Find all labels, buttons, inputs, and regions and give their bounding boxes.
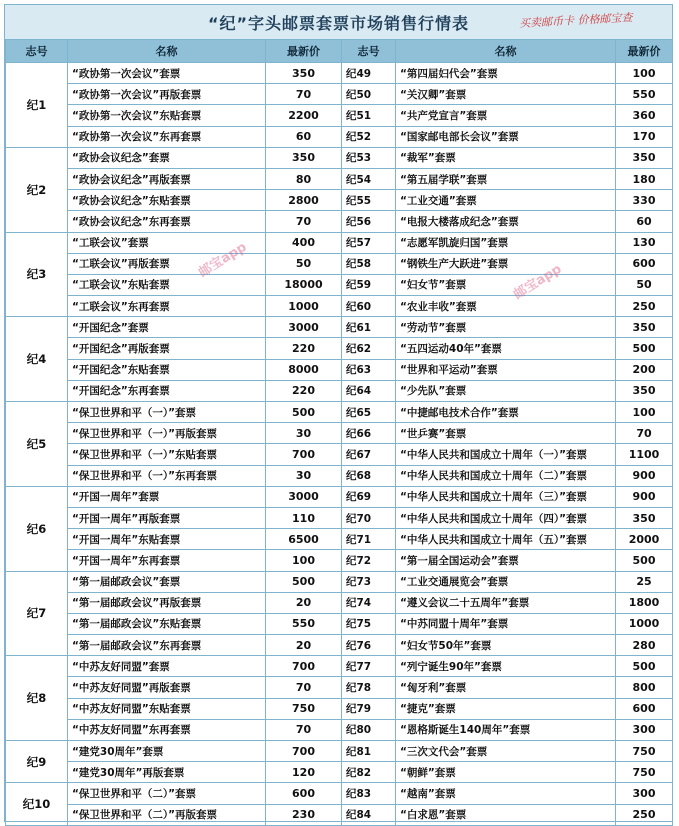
price-cell: 120 (266, 762, 342, 783)
group-label: 纪10 (6, 783, 68, 825)
price-cell-right: 500 (616, 656, 673, 677)
price-cell-right: 170 (616, 126, 673, 147)
price-cell: 500 (266, 402, 342, 423)
table-row (6, 317, 673, 338)
stamp-name: “开国一周年”东再套票 (68, 550, 266, 571)
stamp-name: “保卫世界和平（二）”再版套票 (68, 804, 266, 825)
price-cell: 400 (266, 232, 342, 253)
issue-number: 纪82 (342, 762, 396, 783)
price-cell: 700 (266, 444, 342, 465)
stamp-name: “建党30周年”再版套票 (68, 762, 266, 783)
handwritten-stamp: 买卖邮币卡 价格邮宝查 (518, 11, 633, 30)
price-cell: 100 (266, 550, 342, 571)
price-cell: 8000 (266, 359, 342, 380)
price-table (5, 39, 673, 826)
stamp-name: “开国纪念”套票 (68, 317, 266, 338)
price-cell-right: 500 (616, 550, 673, 571)
stamp-name-right: “第四届妇代会”套票 (396, 63, 616, 84)
header-group: 志号 (6, 40, 68, 63)
issue-number: 纪60 (342, 296, 396, 317)
table-row (6, 232, 673, 253)
stamp-name-right: “中华人民共和国成立十周年（一）”套票 (396, 444, 616, 465)
issue-number: 纪58 (342, 253, 396, 274)
group-label: 纪9 (6, 741, 68, 783)
stamp-name-right: “中苏同盟十周年”套票 (396, 613, 616, 634)
table-row (6, 63, 673, 84)
stamp-name: “保卫世界和平（二）”套票 (68, 783, 266, 804)
stamp-name-right: “农业丰收”套票 (396, 296, 616, 317)
issue-number: 纪66 (342, 423, 396, 444)
price-cell-right: 100 (616, 402, 673, 423)
table-row (6, 741, 673, 762)
issue-number: 纪77 (342, 656, 396, 677)
issue-number: 纪76 (342, 635, 396, 656)
price-cell: 550 (266, 613, 342, 634)
price-cell-right: 500 (616, 338, 673, 359)
issue-number: 纪84 (342, 804, 396, 825)
price-cell-right: 600 (616, 253, 673, 274)
stamp-name-right: “妇女节”套票 (396, 274, 616, 295)
price-cell: 220 (266, 338, 342, 359)
issue-number: 纪70 (342, 507, 396, 528)
header-name: 名称 (68, 40, 266, 63)
issue-number: 纪56 (342, 211, 396, 232)
stamp-name-right: “列宁诞生90年”套票 (396, 656, 616, 677)
issue-number: 纪80 (342, 719, 396, 740)
stamp-name-right: “中华人民共和国成立十周年（二）”套票 (396, 465, 616, 486)
stamp-name: “第一届邮政会议”东再套票 (68, 635, 266, 656)
stamp-name: “开国纪念”东再套票 (68, 380, 266, 401)
table-row (6, 465, 673, 486)
table-header-row (6, 40, 673, 63)
table-row (6, 613, 673, 634)
price-cell: 20 (266, 635, 342, 656)
stamp-name: “工联会议”东贴套票 (68, 274, 266, 295)
stamp-name-right: “捷克”套票 (396, 698, 616, 719)
issue-number: 纪54 (342, 168, 396, 189)
issue-number: 纪63 (342, 359, 396, 380)
price-cell: 70 (266, 719, 342, 740)
stamp-name-right: “三次文代会”套票 (396, 741, 616, 762)
group-label: 纪7 (6, 571, 68, 656)
price-cell-right: 200 (616, 359, 673, 380)
stamp-name-right: “五四运动40年”套票 (396, 338, 616, 359)
price-cell: 110 (266, 507, 342, 528)
table-row (6, 168, 673, 189)
price-cell-right: 360 (616, 105, 673, 126)
stamp-name: “开国一周年”再版套票 (68, 507, 266, 528)
header-name-right: 名称 (396, 40, 616, 63)
price-cell-right: 350 (616, 147, 673, 168)
table-row (6, 253, 673, 274)
stamp-name: “建党30周年”套票 (68, 741, 266, 762)
stamp-name: “第一届邮政会议”再版套票 (68, 592, 266, 613)
stamp-name-right: “遵义会议二十五周年”套票 (396, 592, 616, 613)
header-price: 最新价 (266, 40, 342, 63)
stamp-name-right: “世界和平运动”套票 (396, 359, 616, 380)
price-cell: 1000 (266, 296, 342, 317)
price-cell: 2200 (266, 105, 342, 126)
stamp-name: “开国一周年”套票 (68, 486, 266, 507)
issue-number: 纪52 (342, 126, 396, 147)
price-cell: 70 (266, 677, 342, 698)
stamp-name-right: “越南”套票 (396, 783, 616, 804)
group-label: 纪6 (6, 486, 68, 571)
stamp-name: “第一届邮政会议”套票 (68, 571, 266, 592)
stamp-name-right: “中捷邮电技术合作”套票 (396, 402, 616, 423)
stamp-name: “政协会议纪念”东贴套票 (68, 190, 266, 211)
stamp-name-right: “匈牙利”套票 (396, 677, 616, 698)
stamp-name-right: “中华人民共和国成立十周年（五）”套票 (396, 529, 616, 550)
table-row (6, 762, 673, 783)
stamp-name-right: “钢铁生产大跃进”套票 (396, 253, 616, 274)
stamp-name-right: “中华人民共和国成立十周年（三）”套票 (396, 486, 616, 507)
table-row (6, 444, 673, 465)
stamp-name-right: “世乒赛”套票 (396, 423, 616, 444)
stamp-name: “保卫世界和平（一）”东再套票 (68, 465, 266, 486)
group-label: 纪2 (6, 147, 68, 232)
stamp-name-right: “电报大楼落成纪念”套票 (396, 211, 616, 232)
price-cell-right: 250 (616, 296, 673, 317)
stamp-name-right: “关汉卿”套票 (396, 84, 616, 105)
issue-number: 纪67 (342, 444, 396, 465)
price-cell-right: 350 (616, 317, 673, 338)
stamp-name-right: “朝鲜”套票 (396, 762, 616, 783)
price-cell-right: 350 (616, 507, 673, 528)
table-row (6, 635, 673, 656)
stamp-name-right: “志愿军凯旋归国”套票 (396, 232, 616, 253)
price-cell-right: 100 (616, 63, 673, 84)
issue-number: 纪53 (342, 147, 396, 168)
price-cell: 50 (266, 253, 342, 274)
price-cell-right: 900 (616, 465, 673, 486)
header-price-right: 最新价 (616, 40, 673, 63)
issue-number: 纪49 (342, 63, 396, 84)
stamp-name-right: “白求恩”套票 (396, 804, 616, 825)
table-row (6, 105, 673, 126)
price-cell-right: 550 (616, 84, 673, 105)
table-row (6, 719, 673, 740)
table-row (6, 592, 673, 613)
stamp-name: “政协第一次会议”东贴套票 (68, 105, 266, 126)
price-cell-right: 1800 (616, 592, 673, 613)
group-label: 纪8 (6, 656, 68, 741)
stamp-name: “开国纪念”东贴套票 (68, 359, 266, 380)
price-cell-right: 250 (616, 804, 673, 825)
table-row (6, 656, 673, 677)
price-cell: 500 (266, 571, 342, 592)
price-cell: 70 (266, 84, 342, 105)
table-body (6, 63, 673, 826)
price-sheet (4, 4, 673, 822)
table-row (6, 529, 673, 550)
watermark: 邮宝app (196, 239, 250, 281)
price-cell: 2800 (266, 190, 342, 211)
issue-number: 纪68 (342, 465, 396, 486)
table-row (6, 423, 673, 444)
issue-number: 纪57 (342, 232, 396, 253)
price-cell-right: 800 (616, 677, 673, 698)
stamp-name: “第一届邮政会议”东贴套票 (68, 613, 266, 634)
issue-number: 纪83 (342, 783, 396, 804)
stamp-name-right: “工业交通”套票 (396, 190, 616, 211)
table-row (6, 126, 673, 147)
page-title: “纪”字头邮票套票市场销售行情表 (207, 13, 470, 33)
stamp-name: “政协会议纪念”东再套票 (68, 211, 266, 232)
table-row (6, 550, 673, 571)
stamp-name-right: “妇女节50年”套票 (396, 635, 616, 656)
price-cell: 80 (266, 168, 342, 189)
stamp-name: “保卫世界和平（一）”套票 (68, 402, 266, 423)
stamp-name-right: “裁军”套票 (396, 147, 616, 168)
table-row (6, 274, 673, 295)
issue-number: 纪62 (342, 338, 396, 359)
issue-number: 纪73 (342, 571, 396, 592)
stamp-name: “中苏友好同盟”东再套票 (68, 719, 266, 740)
price-cell-right: 280 (616, 635, 673, 656)
issue-number: 纪72 (342, 550, 396, 571)
table-row (6, 486, 673, 507)
price-cell: 350 (266, 147, 342, 168)
issue-number: 纪50 (342, 84, 396, 105)
price-cell-right: 60 (616, 211, 673, 232)
stamp-name: “工联会议”套票 (68, 232, 266, 253)
stamp-name: “政协第一次会议”东再套票 (68, 126, 266, 147)
price-cell-right: 330 (616, 190, 673, 211)
table-row (6, 677, 673, 698)
group-label: 纪5 (6, 402, 68, 487)
price-cell-right: 750 (616, 762, 673, 783)
stamp-name: “政协会议纪念”套票 (68, 147, 266, 168)
table-row (6, 804, 673, 825)
price-cell-right: 750 (616, 741, 673, 762)
issue-number: 纪81 (342, 741, 396, 762)
stamp-name: “中苏友好同盟”东贴套票 (68, 698, 266, 719)
price-cell: 30 (266, 465, 342, 486)
price-cell: 60 (266, 126, 342, 147)
price-cell-right: 25 (616, 571, 673, 592)
issue-number: 纪74 (342, 592, 396, 613)
price-cell: 350 (266, 63, 342, 84)
group-label: 纪4 (6, 317, 68, 402)
table-row (6, 190, 673, 211)
stamp-name: “开国纪念”再版套票 (68, 338, 266, 359)
group-label: 纪3 (6, 232, 68, 317)
price-cell-right: 600 (616, 698, 673, 719)
table-row (6, 571, 673, 592)
stamp-name-right: “劳动节”套票 (396, 317, 616, 338)
issue-number: 纪61 (342, 317, 396, 338)
stamp-name: “政协第一次会议”套票 (68, 63, 266, 84)
group-label: 纪1 (6, 63, 68, 148)
stamp-name-right: “国家邮电部长会议”套票 (396, 126, 616, 147)
price-cell-right: 70 (616, 423, 673, 444)
stamp-name: “工联会议”东再套票 (68, 296, 266, 317)
price-cell-right: 180 (616, 168, 673, 189)
table-row (6, 338, 673, 359)
stamp-name: “政协第一次会议”再版套票 (68, 84, 266, 105)
header-num: 志号 (342, 40, 396, 63)
price-cell: 6500 (266, 529, 342, 550)
table-row (6, 783, 673, 804)
table-row (6, 84, 673, 105)
price-cell-right: 1100 (616, 444, 673, 465)
price-cell-right: 900 (616, 486, 673, 507)
issue-number: 纪71 (342, 529, 396, 550)
table-row (6, 507, 673, 528)
table-row (6, 296, 673, 317)
stamp-name: “工联会议”再版套票 (68, 253, 266, 274)
price-cell: 230 (266, 804, 342, 825)
price-cell: 18000 (266, 274, 342, 295)
price-cell-right: 130 (616, 232, 673, 253)
watermark: 邮宝app (511, 261, 565, 303)
stamp-name-right: “少先队”套票 (396, 380, 616, 401)
issue-number: 纪79 (342, 698, 396, 719)
stamp-name: “中苏友好同盟”再版套票 (68, 677, 266, 698)
price-cell: 70 (266, 211, 342, 232)
stamp-name: “政协会议纪念”再版套票 (68, 168, 266, 189)
stamp-name-right: “第一届全国运动会”套票 (396, 550, 616, 571)
table-row (6, 211, 673, 232)
price-cell-right: 2000 (616, 529, 673, 550)
price-cell: 600 (266, 783, 342, 804)
issue-number: 纪69 (342, 486, 396, 507)
price-cell: 700 (266, 741, 342, 762)
table-row (6, 698, 673, 719)
table-row (6, 380, 673, 401)
price-cell-right: 350 (616, 380, 673, 401)
issue-number: 纪51 (342, 105, 396, 126)
table-row (6, 402, 673, 423)
stamp-name: “保卫世界和平（一）”东贴套票 (68, 444, 266, 465)
price-cell: 3000 (266, 317, 342, 338)
price-cell: 700 (266, 656, 342, 677)
price-cell-right: 1000 (616, 613, 673, 634)
stamp-name: “开国一周年”东贴套票 (68, 529, 266, 550)
stamp-name-right: “恩格斯诞生140周年”套票 (396, 719, 616, 740)
price-cell-right: 50 (616, 274, 673, 295)
price-cell: 20 (266, 592, 342, 613)
price-cell: 220 (266, 380, 342, 401)
price-cell: 750 (266, 698, 342, 719)
issue-number: 纪59 (342, 274, 396, 295)
issue-number: 纪75 (342, 613, 396, 634)
price-cell-right: 300 (616, 783, 673, 804)
stamp-name: “中苏友好同盟”套票 (68, 656, 266, 677)
stamp-name: “保卫世界和平（一）”再版套票 (68, 423, 266, 444)
price-cell: 30 (266, 423, 342, 444)
table-row (6, 147, 673, 168)
issue-number: 纪78 (342, 677, 396, 698)
stamp-name-right: “中华人民共和国成立十周年（四）”套票 (396, 507, 616, 528)
price-cell: 3000 (266, 486, 342, 507)
price-cell-right: 300 (616, 719, 673, 740)
issue-number: 纪65 (342, 402, 396, 423)
table-row (6, 359, 673, 380)
issue-number: 纪55 (342, 190, 396, 211)
stamp-name-right: “工业交通展览会”套票 (396, 571, 616, 592)
stamp-name-right: “共产党宣言”套票 (396, 105, 616, 126)
stamp-name-right: “第五届学联”套票 (396, 168, 616, 189)
issue-number: 纪64 (342, 380, 396, 401)
